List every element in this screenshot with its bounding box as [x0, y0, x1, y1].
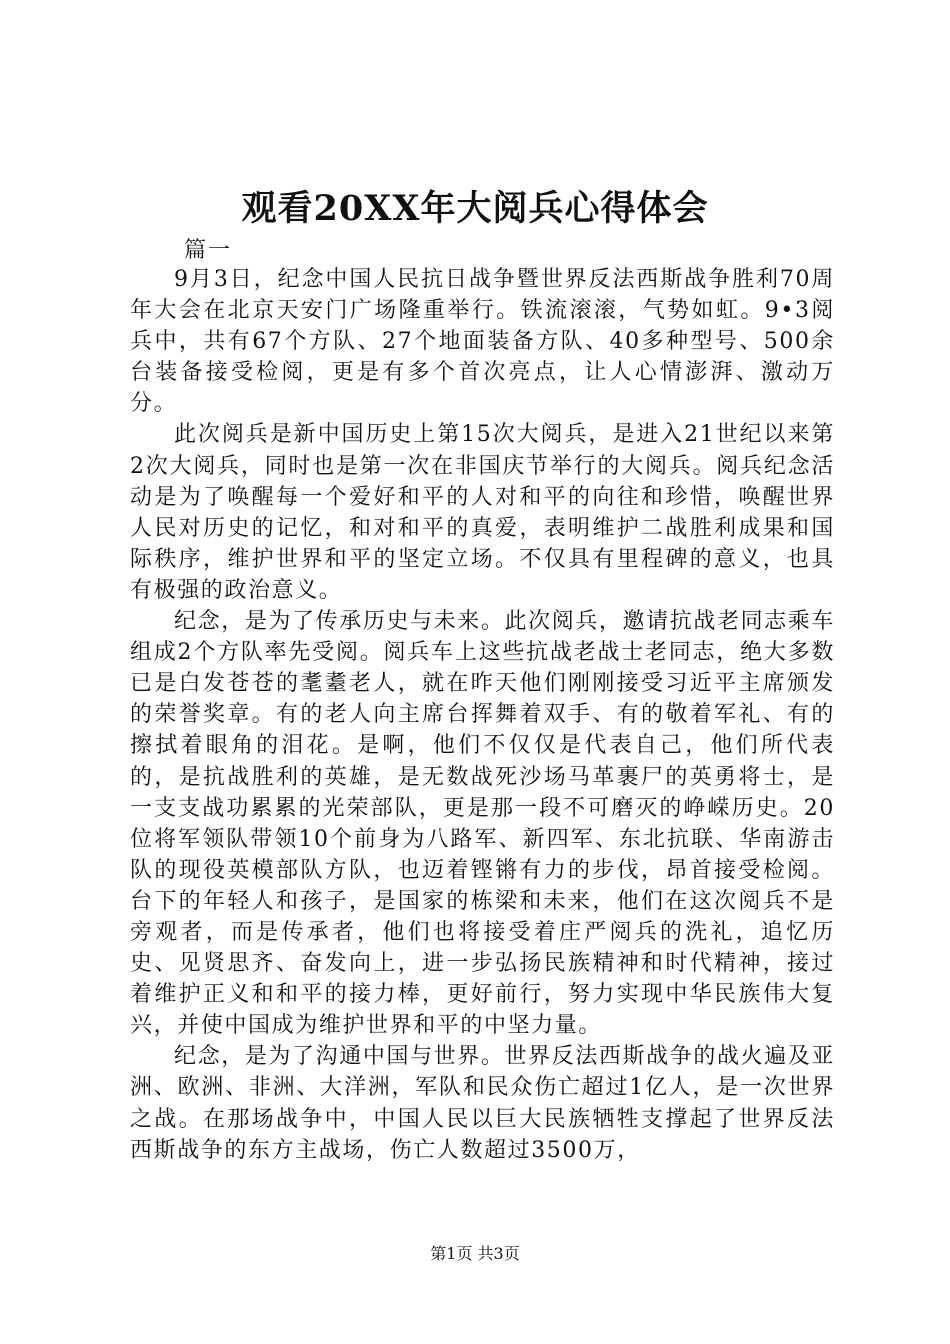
paragraph: 纪念，是为了沟通中国与世界。世界反法西斯战争的战火遍及亚洲、欧洲、非洲、大洋洲，军队和民众伤亡超过1亿人，是一次世界之战。在那场战争中，中国人民以巨大民族牺牲支撑起了世界反法西斯战争的东方主战场，伤亡人数超过3500万， [130, 1044, 835, 1163]
paragraph: 此次阅兵是新中国历史上第15次大阅兵，是进入21世纪以来第2次大阅兵，同时也是第一次在非国庆节举行的大阅兵。阅兵纪念活动是为了唤醒每一个爱好和平的人对和平的向往和珍惜，唤醒世界人民对历史的记忆，和对和平的真爱，表明维护二战胜利成果和国际秩序，维护世界和平的坚定立场。不仅具有里程碑的意义，也具有极强的政治意义。 [130, 422, 835, 603]
paragraph: 纪念，是为了传承历史与未来。此次阅兵，邀请抗战老同志乘车组成2个方队率先受阅。阅兵车上这些抗战老战士老同志，绝大多数已是白发苍苍的耄耋老人，就在昨天他们刚刚接受习近平主席颁发的荣誉奖章。有的老人向主席台挥舞着双手、有的敬着军礼、有的擦拭着眼角的泪花。是啊，他们不仅仅是代表自己，他们所代表的，是抗战胜利的英雄，是无数战死沙场马革裹尸的英勇将士，是一支支战功累累的光荣部队，更是那一段不可磨灭的峥嵘历史。20位将军领队带领10个前身为八路军、新四军、东北抗联、华南游击队的现役英模部队方队，也迈着铿锵有力的步伐，昂首接受检阅。台下的年轻人和孩子，是国家的栋梁和未来，他们在这次阅兵不是旁观者，而是传承者，他们也将接受着庄严阅兵的洗礼，追忆历史、见贤思齐、奋发向上，进一步弘扬民族精神和时代精神，接过着维护正义和和平的接力棒，更好前行，努力实现中华民族伟大复兴，并使中国成为维护世界和平的中坚力量。 [130, 609, 835, 1039]
page-footer: 第1页 共3页 [430, 1244, 520, 1263]
document-title: 观看20XX年大阅兵心得体会 [241, 188, 709, 229]
section-label: 篇一 [184, 238, 233, 263]
paragraph: 9月3日，纪念中国人民抗日战争暨世界反法西斯战争胜利70周年大会在北京天安门广场隆重举行。铁流滚滚，气势如虹。9•3阅兵中，共有67个方队、27个地面装备方队、40多种型号、500余台装备接受检阅，更是有多个首次亮点，让人心情澎湃、激动万分。 [130, 267, 835, 417]
document-body [130, 264, 835, 1166]
